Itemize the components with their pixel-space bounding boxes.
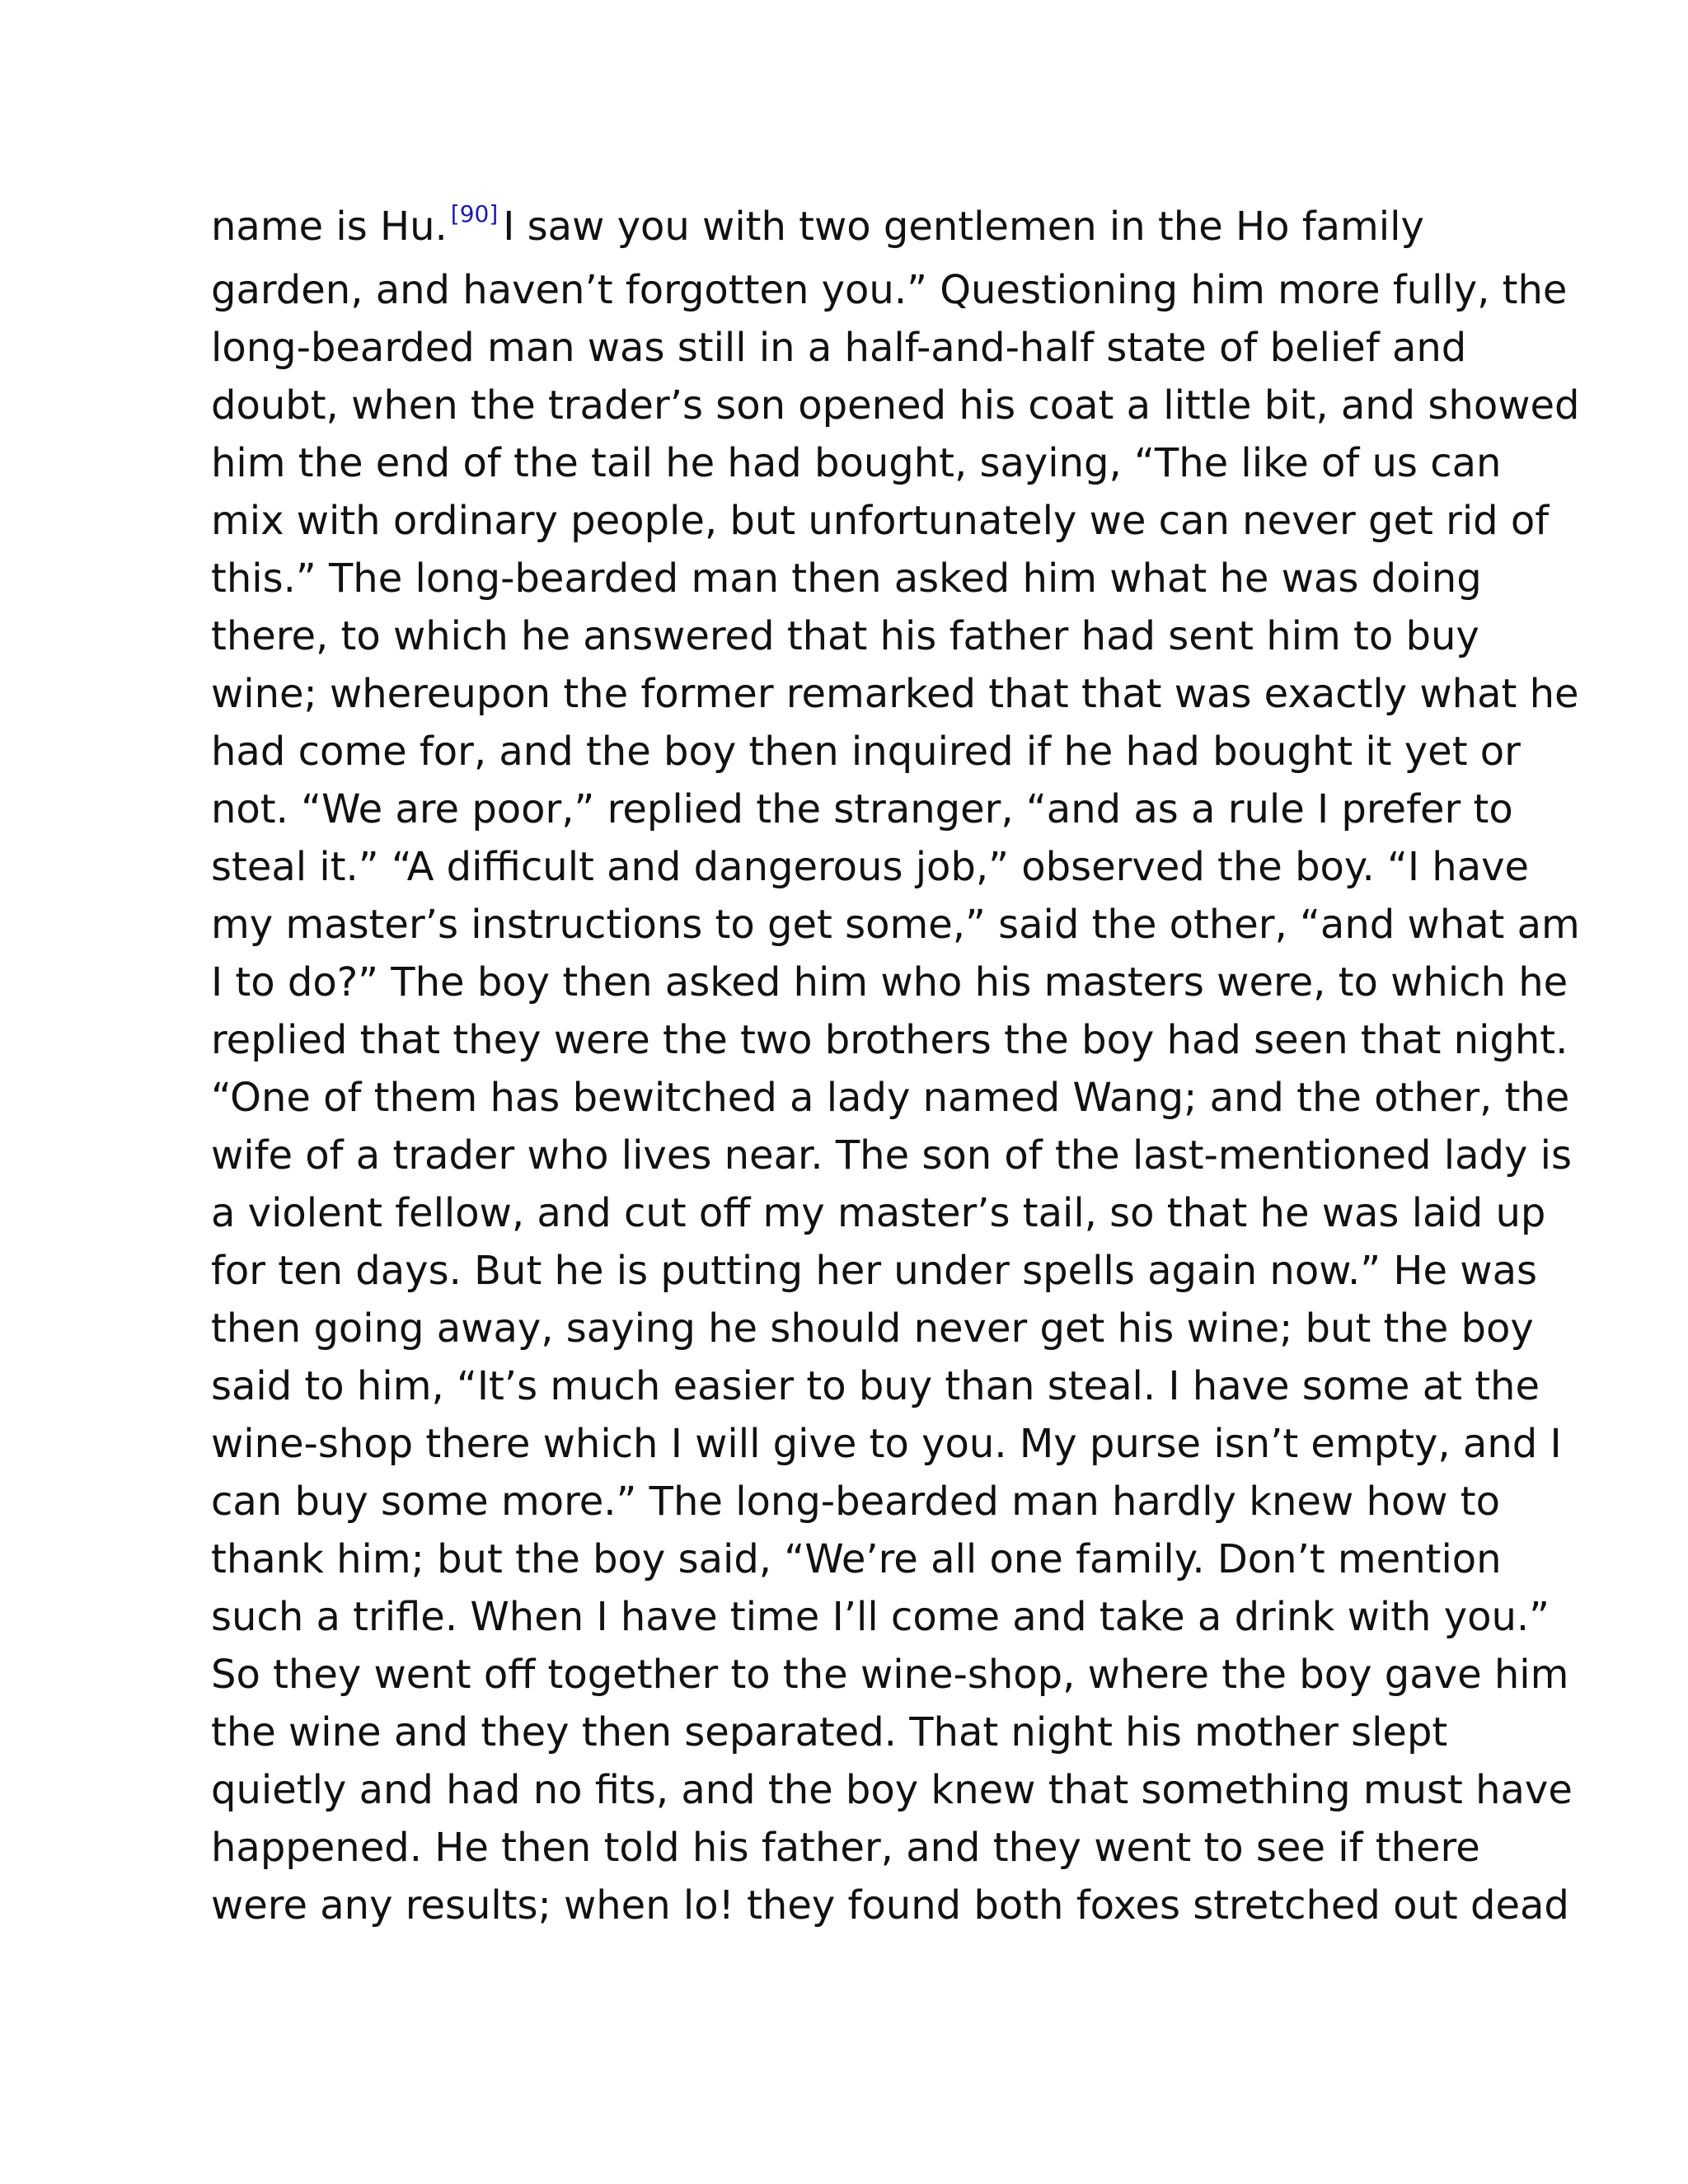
text-line: long-bearded man was still in a half-and-half state of belief and — [211, 325, 1467, 371]
text-line: the wine and they then separated. That night his mother slept — [211, 1709, 1448, 1755]
text-line: were any results; when lo! they found both foxes stretched out dead — [211, 1882, 1569, 1929]
text-line: then going away, saying he should never get his wine; but the boy — [211, 1305, 1534, 1352]
text-line: I to do?” The boy then asked him who his masters were, to which he — [211, 959, 1568, 1005]
text-line: this.” The long-bearded man then asked him what he was doing — [211, 555, 1482, 602]
text-line: “One of them has bewitched a lady named Wang; and the other, the — [211, 1075, 1570, 1121]
text-segment: name is Hu. — [211, 204, 448, 250]
text-line: mix with ordinary people, but unfortunately we can never get rid of — [211, 498, 1550, 544]
text-line: said to him, “It’s much easier to buy than steal. I have some at the — [211, 1363, 1540, 1409]
text-line: wine; whereupon the former remarked that that was exactly what he — [211, 671, 1579, 717]
text-line: not. “We are poor,” replied the stranger, “and as a rule I prefer to — [211, 786, 1513, 832]
text-line: thank him; but the boy said, “We’re all one family. Don’t mention — [211, 1536, 1502, 1582]
body-text — [211, 198, 1580, 1934]
text-line — [211, 198, 1497, 261]
text-line: my master’s instructions to get some,” said the other, “and what am — [211, 902, 1580, 948]
footnote-reference-link[interactable]: [90] — [450, 200, 499, 227]
text-line: garden, and haven’t forgotten you.” Questioning him more fully, the — [211, 267, 1568, 313]
text-line: wife of a trader who lives near. The son of the last-mentioned lady is — [211, 1132, 1573, 1179]
text-line: replied that they were the two brothers the boy had seen that night. — [211, 1017, 1568, 1063]
text-line: for ten days. But he is putting her under spells again now.” He was — [211, 1248, 1537, 1294]
text-line: doubt, when the trader’s son opened his coat a little bit, and showed — [211, 382, 1580, 429]
text-line: a violent fellow, and cut off my master’s tail, so that he was laid up — [211, 1190, 1546, 1236]
text-line: him the end of the tail he had bought, saying, “The like of us can — [211, 440, 1502, 486]
text-line: So they went off together to the wine-shop, where the boy gave him — [211, 1652, 1569, 1698]
text-line: steal it.” “A difficult and dangerous job,” observed the boy. “I have — [211, 844, 1530, 890]
text-line: such a trifle. When I have time I’ll come and take a drink with you.” — [211, 1594, 1550, 1640]
text-line: quietly and had no fits, and the boy knew that something must have — [211, 1767, 1573, 1813]
text-line: had come for, and the boy then inquired if he had bought it yet or — [211, 729, 1521, 775]
text-line: can buy some more.” The long-bearded man hardly knew how to — [211, 1479, 1500, 1525]
text-line: there, to which he answered that his father had sent him to buy — [211, 613, 1479, 659]
text-segment: I saw you with two gentlemen in the Ho family — [503, 204, 1424, 250]
text-line: happened. He then told his father, and they went to see if there — [211, 1825, 1480, 1871]
text-line: wine-shop there which I will give to you. My purse isn’t empty, and I — [211, 1421, 1562, 1467]
